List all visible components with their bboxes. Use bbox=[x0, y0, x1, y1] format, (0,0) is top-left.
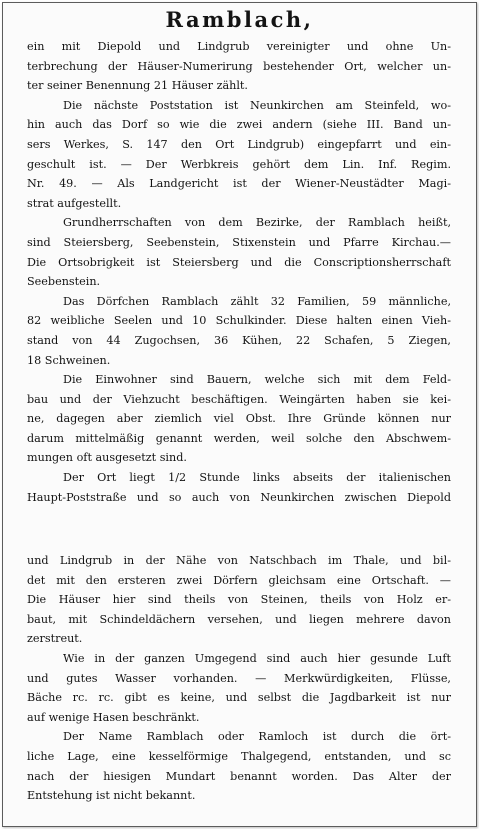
text-line: Nr. 49. — Als Landgericht ist der Wiener-Neustädter Magi- bbox=[27, 177, 451, 191]
text-line: ter seiner Benennung 21 Häuser zählt. bbox=[27, 79, 248, 93]
text-line: 82 weibliche Seelen und 10 Schulkinder. Diese halten einen Vieh- bbox=[27, 314, 451, 328]
text-line: bau und der Viehzucht beschäftigen. Weingärten haben sie kei- bbox=[27, 392, 451, 406]
text-line: Das Dörfchen Ramblach zählt 32 Familien, 59 männliche, bbox=[63, 294, 451, 308]
text-line: Der Name Ramblach oder Ramloch ist durch die ört- bbox=[63, 730, 451, 744]
text-line: nach der hiesigen Mundart benannt worden. Das Alter der bbox=[27, 769, 451, 783]
text-line: stand von 44 Zugochsen, 36 Kühen, 22 Schafen, 5 Ziegen, bbox=[27, 333, 451, 347]
text-line: und gutes Wasser vorhanden. — Merkwürdigkeiten, Flüsse, bbox=[27, 671, 451, 685]
text-line: Seebenstein. bbox=[27, 275, 101, 289]
text-line: liche Lage, eine kesselförmige Thalgegend, entstanden, und sc bbox=[27, 749, 451, 763]
text-line: 18 Schweinen. bbox=[27, 353, 111, 367]
page-title: Ramblach, bbox=[165, 7, 314, 32]
text-line: sers Werkes, S. 147 den Ort Lindgrub) eingepfarrt und ein- bbox=[27, 137, 451, 151]
text-line: Haupt-Poststraße und so auch von Neunkirchen zwischen Diepold bbox=[27, 490, 451, 504]
text-line: sind Steiersberg, Seebenstein, Stixenstein und Pfarre Kirchau.— bbox=[27, 235, 451, 249]
text-line: Entstehung ist nicht bekannt. bbox=[27, 789, 196, 803]
text-line: auf wenige Hasen beschränkt. bbox=[27, 710, 200, 724]
text-line: geschult ist. — Der Werbkreis gehört dem Lin. Inf. Regim. bbox=[27, 157, 451, 171]
text-line: Die Ortsobrigkeit ist Steiersberg und die Conscriptionsherrschaft bbox=[27, 255, 451, 269]
text-line: ne, dagegen aber ziemlich viel Obst. Ihre Gründe können nur bbox=[27, 412, 451, 426]
text-line: Die nächste Poststation ist Neunkirchen am Steinfeld, wo- bbox=[63, 98, 451, 112]
text-line: baut, mit Schindeldächern versehen, und liegen mehrere davon bbox=[27, 612, 451, 626]
scanned-page bbox=[2, 2, 477, 827]
text-line: Die Häuser hier sind theils von Steinen, theils von Holz er- bbox=[27, 593, 451, 607]
text-line: hin auch das Dorf so wie die zwei andern (siehe III. Band un- bbox=[27, 118, 451, 132]
text-line: terbrechung der Häuser-Numerirung bestehender Ort, welcher un- bbox=[27, 59, 451, 73]
text-line: mungen oft ausgesetzt sind. bbox=[27, 451, 187, 465]
text-line: darum mittelmäßig genannt werden, weil solche den Abschwem- bbox=[27, 431, 451, 445]
text-line: Bäche rc. rc. gibt es keine, und selbst die Jagdbarkeit ist nur bbox=[27, 691, 451, 705]
text-line: det mit den ersteren zwei Dörfern gleichsam eine Ortschaft. — bbox=[27, 573, 451, 587]
text-line: zerstreut. bbox=[27, 632, 83, 646]
text-line: ein mit Diepold und Lindgrub vereinigter und ohne Un- bbox=[27, 40, 451, 53]
text-line: Grundherrschaften von dem Bezirke, der Ramblach heißt, bbox=[63, 216, 451, 230]
text-line: und Lindgrub in der Nähe von Natschbach im Thale, und bil- bbox=[27, 554, 451, 567]
text-block-upper bbox=[27, 37, 451, 507]
text-line: strat aufgestellt. bbox=[27, 196, 122, 210]
text-block-lower bbox=[27, 551, 451, 806]
text-line: Der Ort liegt 1/2 Stunde links abseits der italienischen bbox=[63, 471, 451, 485]
text-line: Wie in der ganzen Umgegend sind auch hier gesunde Luft bbox=[63, 651, 451, 665]
text-line: Die Einwohner sind Bauern, welche sich mit dem Feld- bbox=[63, 373, 451, 387]
